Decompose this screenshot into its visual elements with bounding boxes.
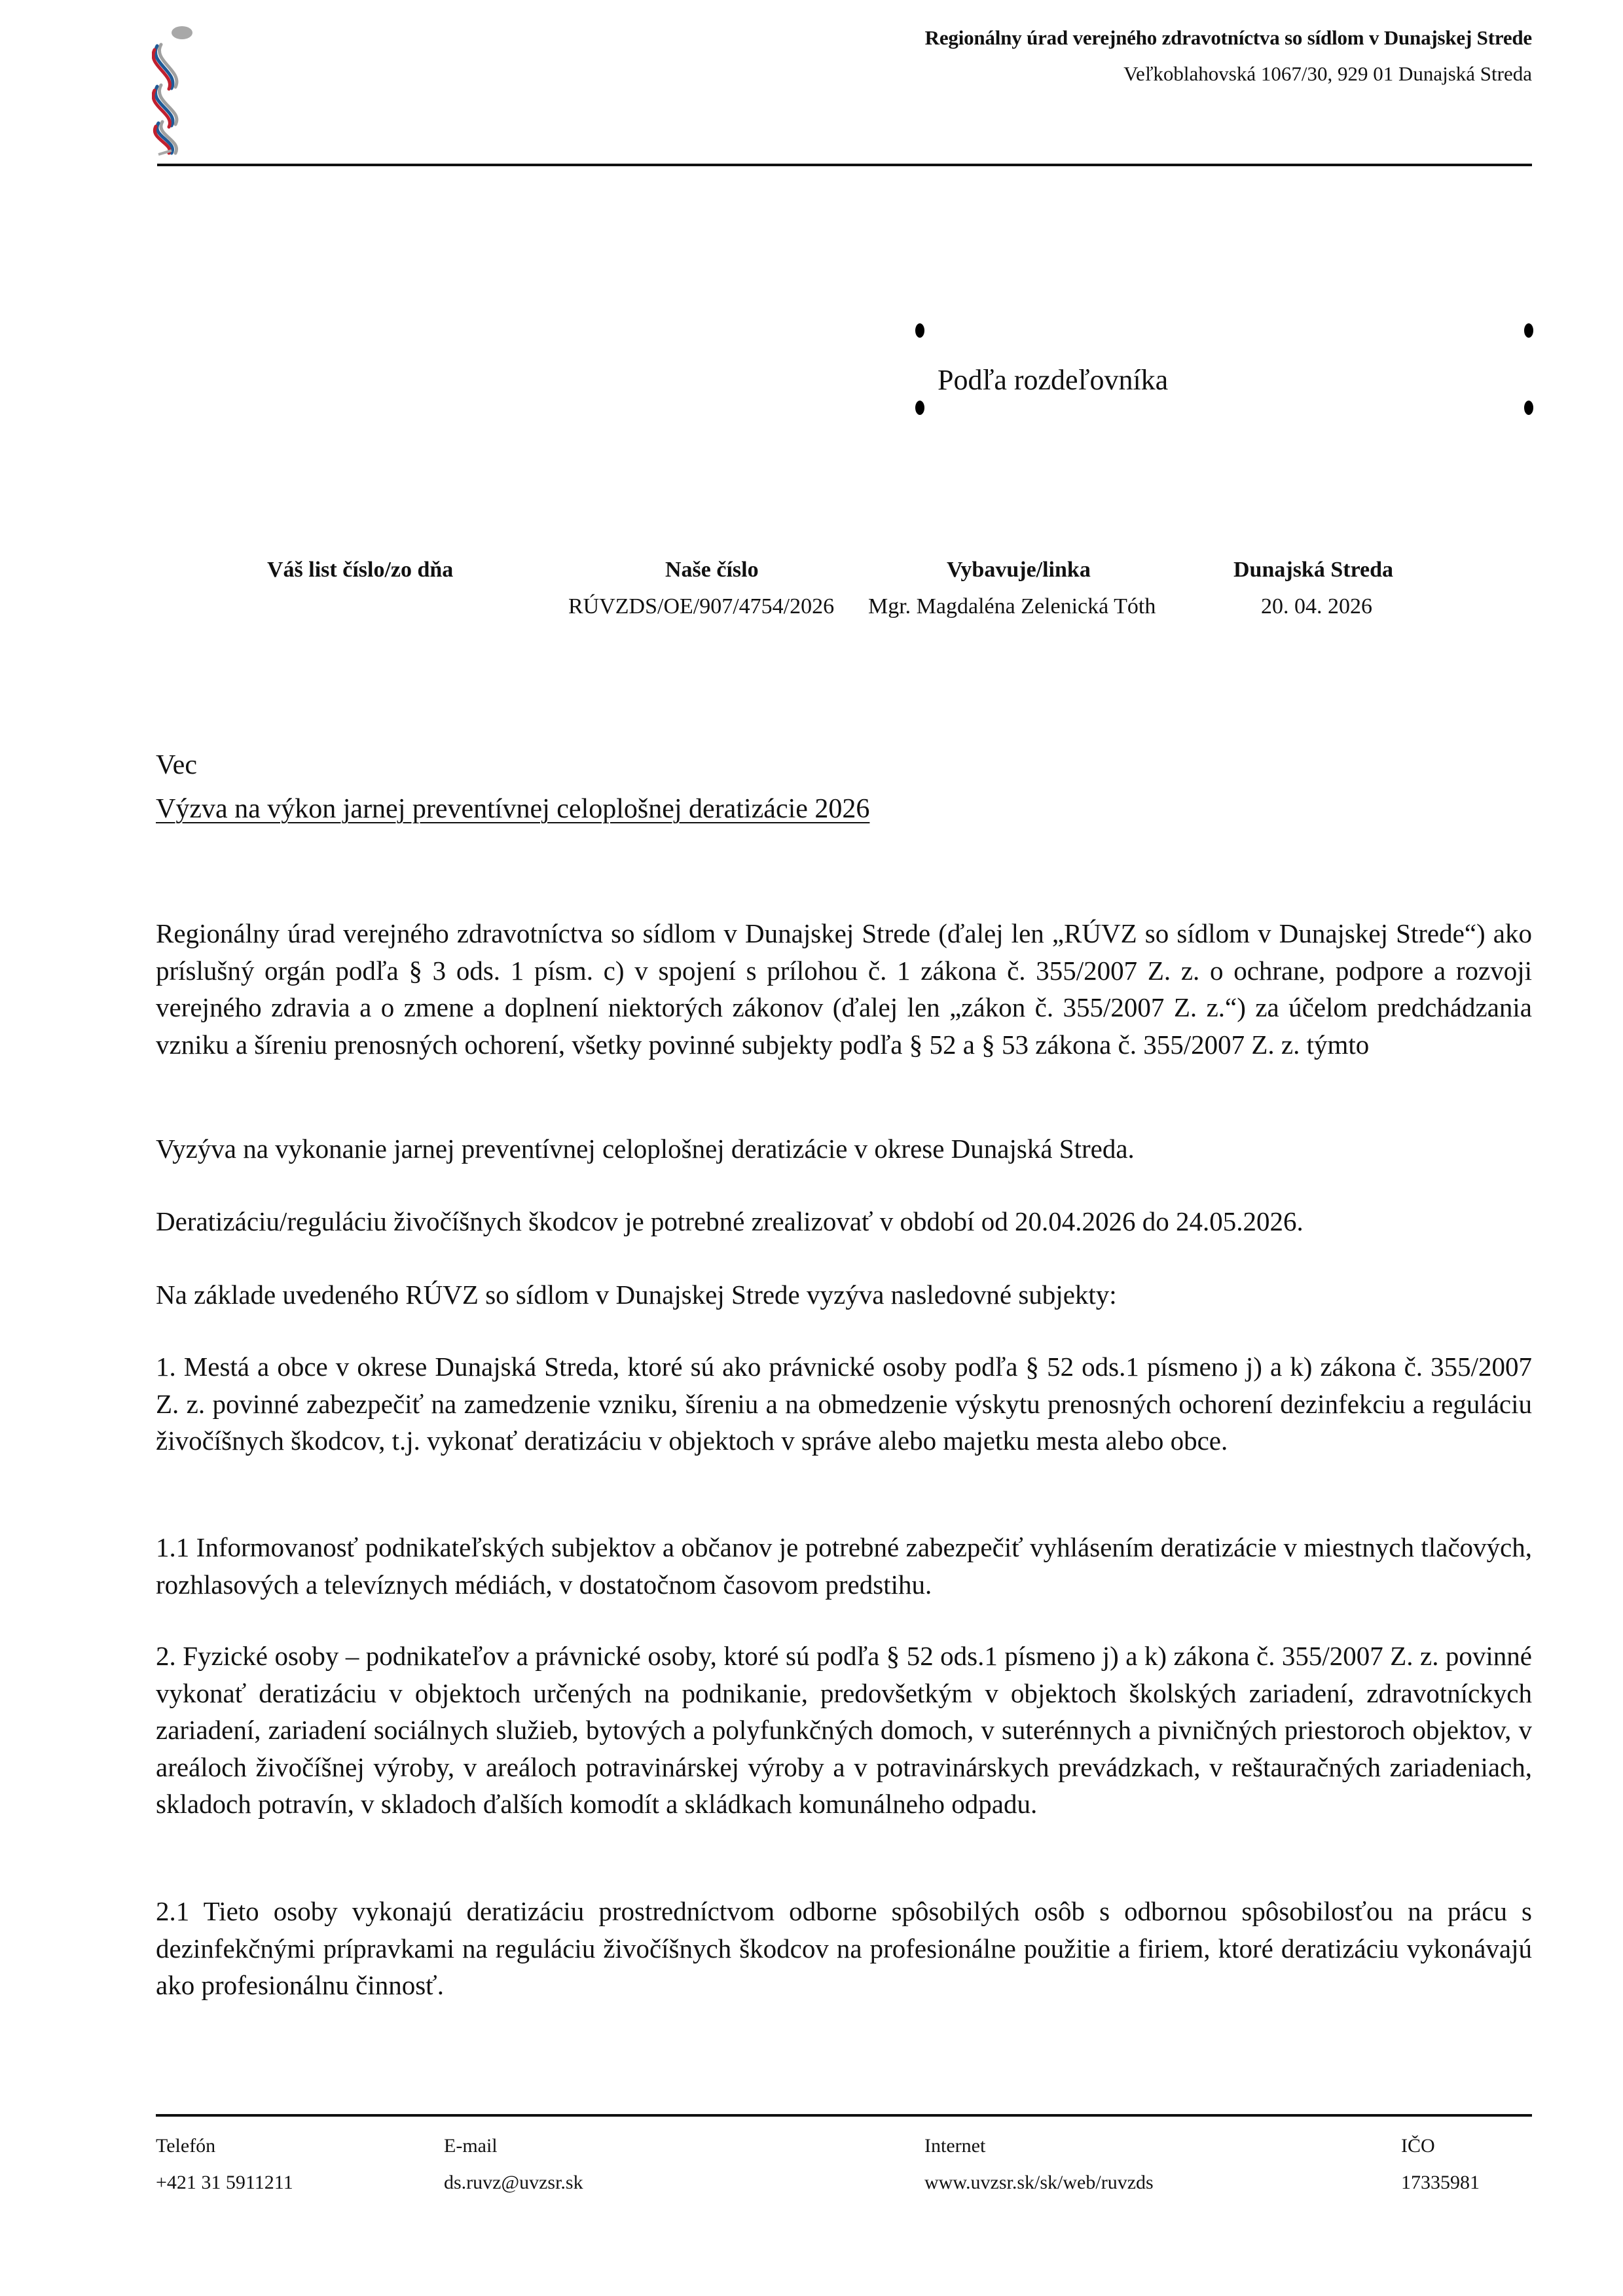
footer-divider [156, 2114, 1532, 2117]
footer-phone-label: Telefón [156, 2135, 216, 2157]
paragraph: 1.1 Informovanosť podnikateľských subjektov a občanov je potrebné zabezpečiť vyhlásením deratizácie v miestnych tlačových, rozhlasových a televíznych médiách, v dostatočnom časovom predstihu. [156, 1532, 1532, 1600]
body-paragraph-period [156, 1203, 1532, 1240]
footer-website-link[interactable]: www.uvzsr.sk/sk/web/ruvzds [924, 2172, 1154, 2193]
footer-ico-label: IČO [1401, 2135, 1435, 2157]
body-paragraph-intro [156, 915, 1532, 1063]
address-window-corner-mark [1524, 323, 1533, 338]
body-item-1 [156, 1348, 1532, 1460]
paragraph: Regionálny úrad verejného zdravotníctva so sídlom v Dunajskej Strede (ďalej len „RÚVZ so sídlom v Dunajskej Strede“) ako príslušný orgán podľa § 3 ods. 1 písm. c) v spojení s prílohou č. 1 zákona č. 355/2007 Z. z. o ochrane, podpore a rozvoji verejného zdravia a o zmene a doplnení niektorých zákonov (ďalej len „zákon č. 355/2007 Z. z.“) za účelom predchádzania vzniku a šíreniu prenosných ochorení, všetky povinné subjekty podľa § 52 a § 53 zákona č. 355/2007 Z. z. týmto [156, 918, 1532, 1060]
paragraph: Vyzýva na vykonanie jarnej preventívnej celoplošnej deratizácie v okrese Dunajská Streda. [156, 1134, 1135, 1164]
footer-email-link[interactable]: ds.ruvz@uvzsr.sk [444, 2172, 583, 2193]
header-divider [157, 164, 1532, 166]
subject-label: Vec [156, 750, 197, 780]
body-item-2 [156, 1638, 1532, 1823]
health-caduceus-logo-icon [152, 25, 199, 156]
footer-internet-label: Internet [924, 2135, 986, 2157]
your-letter-label: Váš list číslo/zo dňa [267, 558, 454, 582]
paragraph: 1. Mestá a obce v okrese Dunajská Streda, ktoré sú ako právnické osoby podľa § 52 ods.1 písmeno j) a k) zákona č. 355/2007 Z. z. povinné zabezpečiť na zamedzenie vzniku, šíreniu a na obmedzenie výskytu prenosných ochorení dezinfekciu a reguláciu živočíšnych škodcov, t.j. vykonať deratizáciu v objektoch v správe alebo majetku mesta alebo obce. [156, 1352, 1532, 1456]
letter-date: 20. 04. 2026 [1261, 594, 1372, 619]
footer-phone-value: +421 31 5911211 [156, 2172, 293, 2193]
address-window-corner-mark [1524, 401, 1533, 415]
recipient-text: Podľa rozdeľovníka [938, 364, 1169, 396]
body-paragraph-subjects-intro [156, 1276, 1532, 1314]
institution-name: Regionálny úrad verejného zdravotníctva so sídlom v Dunajskej Strede [924, 26, 1532, 49]
handled-by-value: Mgr. Magdaléna Zelenická Tóth [868, 594, 1156, 619]
body-item-1-1 [156, 1529, 1532, 1603]
our-number-label: Naše číslo [665, 558, 759, 582]
body-paragraph-call [156, 1130, 1532, 1168]
paragraph: 2. Fyzické osoby – podnikateľov a právnické osoby, ktoré sú podľa § 52 ods.1 písmeno j) a k) zákona č. 355/2007 Z. z. povinné vykonať deratizáciu v objektoch určených na podnikanie, predovšetkým v objektoch školských zariadení, zdravotníckych zariadení, zariadení sociálnych služieb, bytových a polyfunkčných domoch, v suterénnych a pivničných priestoroch objektov, v areáloch živočíšnej výroby, v areáloch potravinárskej výroby a v potravinárskych prevádzkach, v reštauračných zariadeniach, skladoch potravín, v skladoch ďalších komodít a skládkach komunálneho odpadu. [156, 1641, 1532, 1819]
subject-title: Výzva na výkon jarnej preventívnej celoplošnej deratizácie 2026 [156, 794, 870, 824]
paragraph: Na základe uvedeného RÚVZ so sídlom v Dunajskej Strede vyzýva nasledovné subjekty: [156, 1280, 1117, 1310]
footer-email-label: E-mail [444, 2135, 498, 2157]
paragraph: 2.1 Tieto osoby vykonajú deratizáciu prostredníctvom odborne spôsobilých osôb s odbornou spôsobilosťou na prácu s dezinfekčnými prípravkami na reguláciu živočíšnych škodcov na profesionálne použitie a firiem, ktoré deratizáciu vykonávajú ako profesionálnu činnosť. [156, 1896, 1532, 2000]
institution-address: Veľkoblahovská 1067/30, 929 01 Dunajská Streda [1123, 62, 1532, 85]
paragraph: Deratizáciu/reguláciu živočíšnych škodcov je potrebné zrealizovať v období od 20.04.2026 do 24.05.2026. [156, 1206, 1304, 1236]
place-label: Dunajská Streda [1233, 558, 1394, 582]
our-number-value: RÚVZDS/OE/907/4754/2026 [568, 594, 835, 619]
footer-ico-value: 17335981 [1401, 2172, 1480, 2193]
address-window-corner-mark [915, 401, 924, 415]
address-window-corner-mark [915, 323, 924, 338]
handled-by-label: Vybavuje/linka [947, 558, 1091, 582]
body-item-2-1 [156, 1893, 1532, 2004]
